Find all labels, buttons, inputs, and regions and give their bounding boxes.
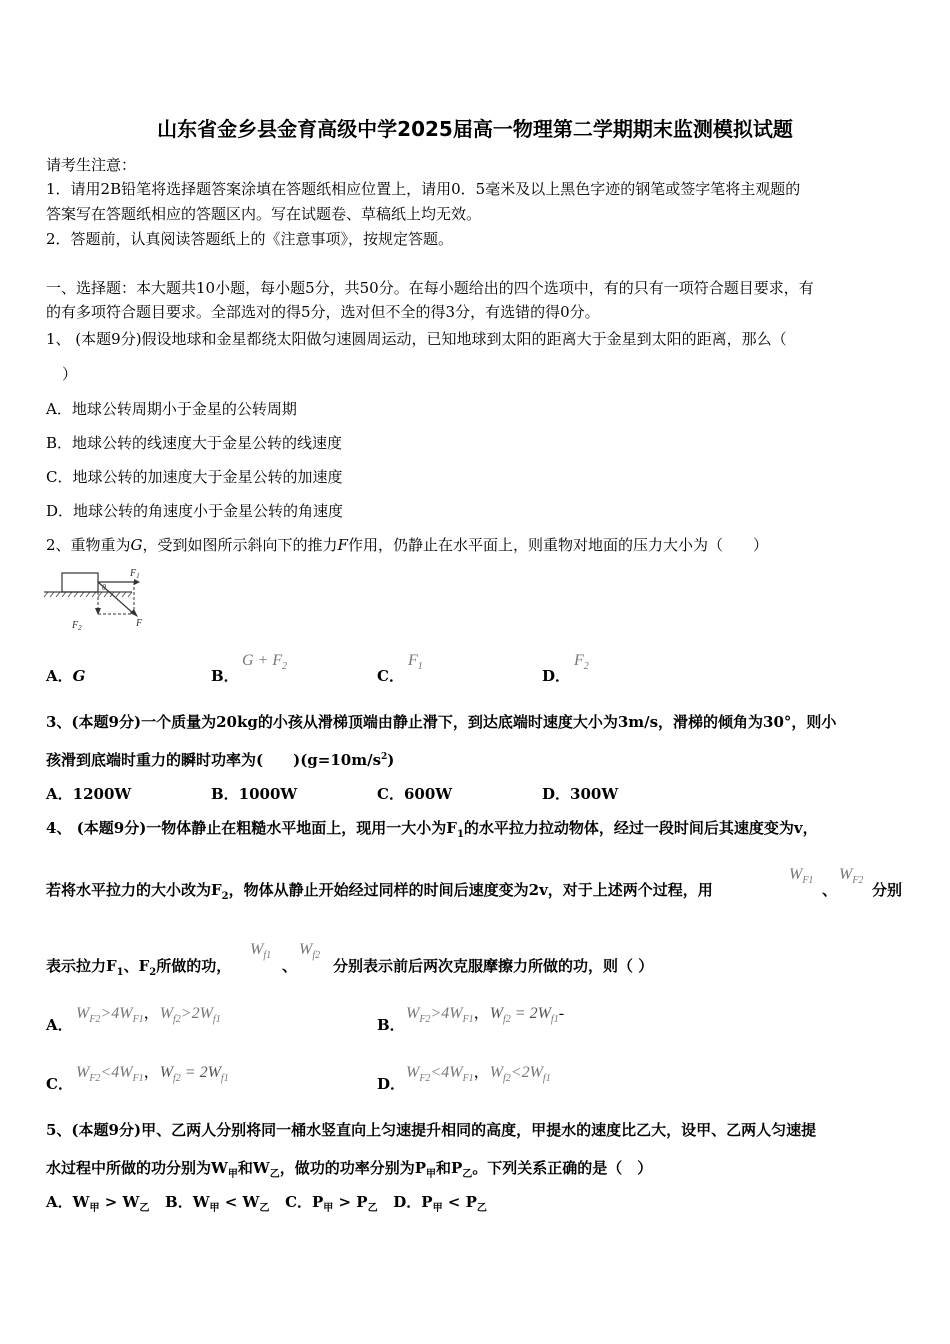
q2-g-symbol: G	[130, 536, 143, 554]
q3-option-b: B．1000W	[211, 785, 298, 803]
q5-option-a: A．$W_甲 > W_乙$	[46, 1193, 150, 1214]
label-theta: θ	[102, 583, 106, 592]
q5-line2: 水过程中所做的功分别为$W_甲$和$W_乙$，做功的功率分别为$P_甲$和$P_乙$。下列关系正确的是（ ）	[46, 1159, 653, 1180]
q2-option-d: D．	[542, 667, 571, 685]
q4-line3: 表示拉力$F_1$、$F_2$所做的功，	[46, 957, 232, 978]
section-line1: 一、选择题：本大题共10小题，每小题5分，共50分。在每小题给出的四个选项中，有的只有一项符合题目要求，有	[46, 279, 814, 297]
ground-hatch	[44, 592, 132, 597]
notice-line1a: 1．请用2B铅笔将选择题答案涂填在答题纸相应位置上，请用0．5毫米及以上黑色字迹的钢笔或签字笔将主观题的	[46, 180, 801, 198]
q3-option-c: C．600W	[377, 785, 453, 803]
q2-option-b-math: $G + F_2$	[242, 652, 288, 673]
q2-stem-post: 作用，仍静止在水平面上，则重物对地面的压力大小为（ ）	[347, 536, 768, 554]
q4-wf2: $W_{f2}$	[299, 941, 321, 962]
q3-option-a: A．1200W	[46, 785, 132, 803]
q4-w-f1: $W_{F1}$	[789, 866, 814, 887]
q2-stem-pre: 2、重物重为	[46, 536, 131, 554]
q2-option-c: C．	[377, 667, 404, 685]
q4-line3-end: 分别表示前后两次克服摩擦力所做的功，则（ ）	[333, 957, 654, 975]
q2-option-b: B．	[211, 667, 239, 685]
q1-option-a: A．地球公转周期小于金星的公转周期	[46, 400, 297, 418]
q1-stem	[46, 328, 787, 349]
q4-option-d-label: D．	[377, 1075, 406, 1093]
section-line2: 的有多项符合题目要求。全部选对的得5分，选对但不全的得3分，有选错的得0分。	[46, 303, 600, 321]
block	[62, 573, 98, 592]
force-diagram	[42, 564, 152, 634]
q5-option-d: D．$P_甲 < P_乙$	[393, 1193, 487, 1214]
q2-option-c-math: $F_1$	[408, 652, 423, 673]
q4-option-c-math: $W_{F2}<4W_{F1}$，$W_{f2} = 2W_{f1}$	[76, 1064, 229, 1085]
q5-options	[46, 1191, 487, 1214]
q4-line2-end: 分别	[872, 881, 903, 899]
label-f: F	[136, 618, 143, 629]
q4-sep2: 、	[282, 957, 298, 975]
q1-option-d: D．地球公转的角速度小于金星公转的角速度	[46, 502, 344, 520]
q1-option-b: B．地球公转的线速度大于金星公转的线速度	[46, 434, 343, 452]
q2-stem	[46, 534, 768, 555]
q5-line1: 5、(本题9分)甲、乙两人分别将同一桶水竖直向上匀速提升相同的高度，甲提水的速度比乙大，设甲、乙两人匀速提	[46, 1121, 817, 1139]
q4-option-b-label: B．	[377, 1016, 405, 1034]
q1-option-c: C．地球公转的加速度大于金星公转的加速度	[46, 468, 343, 486]
q3-option-d: D．300W	[542, 785, 619, 803]
q4-option-a-math: $W_{F2}>4W_{F1}$，$W_{f2}>2W_{f1}$	[76, 1005, 221, 1026]
q5-option-c: C．$P_甲 > P_乙$	[285, 1193, 378, 1214]
notice-line2: 2．答题前，认真阅读答题纸上的《注意事项》，按规定答题。	[46, 230, 454, 248]
q1-stem-a: 1、 (本题9分)假设地球和金星都绕太阳做匀速圆周运动，已知地球到太阳的距离大于金星到太阳的距离，那么（	[46, 330, 787, 348]
label-f2: $F_2$	[72, 620, 82, 632]
q4-option-d-math: $W_{F2}<4W_{F1}$，$W_{f2}<2W_{f1}$	[406, 1064, 551, 1085]
q3-stem-b: 孩滑到底端时重力的瞬时功率为( )$(g=10m/s^2)$	[46, 751, 395, 769]
q4-line1: 4、 (本题9分)一物体静止在粗糙水平地面上，现用一大小为$F_1$的水平拉力拉动物体，经过一段时间后其速度变为v，	[46, 819, 818, 840]
q2-option-a: A．G	[46, 667, 86, 685]
q4-w-f2: $W_{F2}$	[839, 866, 864, 887]
q2-option-d-math: $F_2$	[574, 652, 589, 673]
notice-line1b: 答案写在答题纸相应的答题区内。写在试题卷、草稿纸上均无效。	[46, 205, 482, 223]
q2-f-symbol: F	[337, 536, 348, 554]
q4-option-c-label: C．	[46, 1075, 73, 1093]
label-f1: $F_1$	[130, 568, 140, 580]
q2-stem-mid: ，受到如图所示斜向下的推力	[142, 536, 338, 554]
q4-wf1: $W_{f1}$	[250, 941, 272, 962]
q4-line2: 若将水平拉力的大小改为$F_2$，物体从静止开始经过同样的时间后速度变为2v，对于上述两个过程，用	[46, 881, 713, 902]
q1-stem-b: ）	[62, 365, 78, 383]
page-title: 山东省金乡县金育高级中学2025届高一物理第二学期期末监测模拟试题	[157, 117, 793, 141]
q4-option-b-math: $W_{F2}>4W_{F1}$，$W_{f2} = 2W_{f1}-$	[406, 1005, 565, 1026]
q4-option-a-label: A．	[46, 1016, 73, 1034]
notice-header: 请考生注意：	[46, 156, 137, 174]
q3-stem-a: 3、(本题9分)一个质量为20kg的小孩从滑梯顶端由静止滑下，到达底端时速度大小为3m/s，滑梯的倾角为30°，则小	[46, 713, 837, 731]
q5-option-b: B．$W_甲 < W_乙$	[165, 1193, 270, 1214]
q4-sep1: 、	[822, 881, 838, 899]
